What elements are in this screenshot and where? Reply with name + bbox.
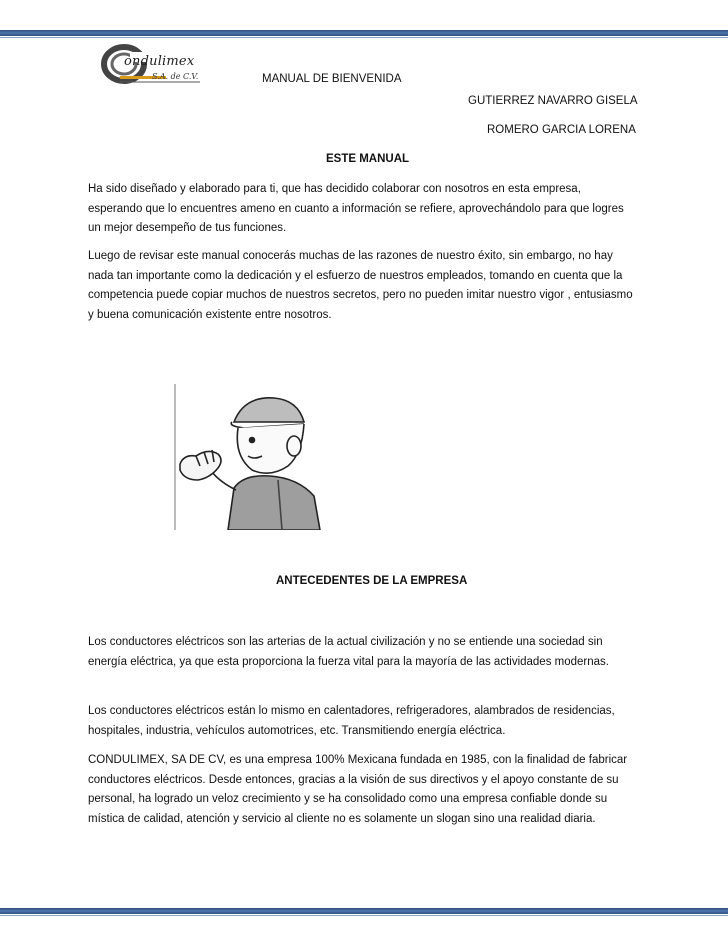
paragraph-text: CONDULIMEX, SA DE CV, es una empresa 100% Mexicana fundada en 1985, con la finalidad de fabricar conductores eléctricos. Desde entonces, gracias a la visión de sus directivos y el apoyo constante de su personal, ha logrado un veloz crecimiento y se ha consolidado como una empresa confiable donde su mística de calidad, atención y servicio al cliente no es solamente un slogan sino una realidad diaria. [88,754,628,825]
worker-illustration [174,384,330,530]
paragraph-text: Los conductores eléctricos son las arterias de la actual civilización y no se entiende una sociedad sin energía eléctrica, ya que esta proporciona la fuerza vital para la mayoría de las actividades modernas. [88,636,609,668]
document-title: MANUAL DE BIENVENIDA [262,73,402,85]
section1-paragraph-1 [88,180,636,239]
paragraph-text: Los conductores eléctricos están lo mismo en calentadores, refrigeradores, alambrados de residencias, hospitales, industria, vehículos automotrices, etc. Transmitiendo energía eléctrica. [88,705,615,737]
logo-brand-text: ondulimex [124,54,195,69]
company-logo [100,42,212,90]
paragraph-text: Ha sido diseñado y elaborado para ti, que has decidido colaborar con nosotros en esta empresa, esperando que lo encuentres ameno en cuanto a información se refiere, aprovechándolo para que logres un mejor desempeño de tus funciones. [88,183,624,234]
author-name-1: GUTIERREZ NAVARRO GISELA [468,95,638,107]
section2-paragraph-3 [88,751,636,829]
section-heading-este-manual: ESTE MANUAL [326,153,410,165]
bottom-border-rule [0,908,728,914]
section-heading-antecedentes: ANTECEDENTES DE LA EMPRESA [276,575,468,587]
section2-paragraph-2 [88,702,636,741]
logo-suffix-text: S.A. de C.V. [152,72,199,81]
author-name-2: ROMERO GARCIA LORENA [487,124,636,136]
section1-paragraph-2 [88,247,636,325]
paragraph-text: Luego de revisar este manual conocerás muchas de las razones de nuestro éxito, sin embargo, no hay nada tan importante como la dedicación y el esfuerzo de nuestros empleados, tomando en cuenta que la competencia puede copiar muchos de nuestros secretos, pero no pueden imitar nuestro vigor , entusiasmo y buena comunicación existente entre nosotros. [88,250,633,321]
top-border-rule [0,30,728,36]
section2-paragraph-1 [88,633,636,672]
waving-worker-icon [174,384,330,530]
